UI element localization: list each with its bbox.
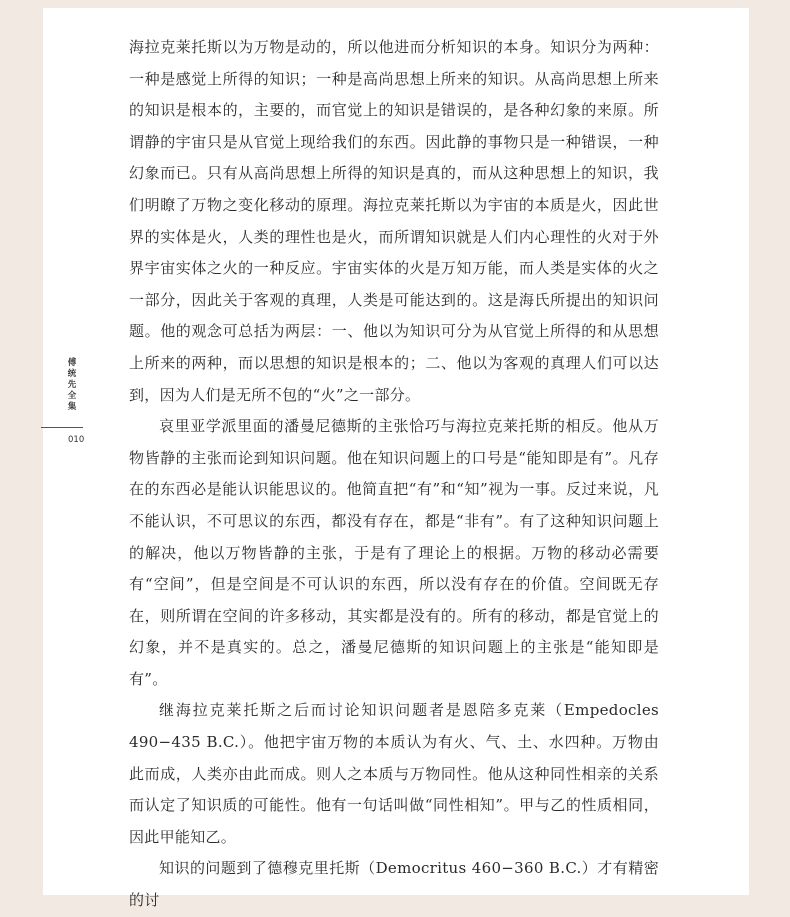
page-margin-header (43, 358, 85, 445)
page-number: 010 (68, 435, 85, 445)
margin-divider (41, 427, 83, 428)
book-title: 傅统先全集 (67, 358, 77, 412)
book-page (43, 8, 749, 910)
paragraph-1: 海拉克莱托斯以为万物是动的，所以他进而分析知识的本身。知识分为两种：一种是感觉上所得的知识；一种是高尚思想上所来的知识。从高尚思想上所来的知识是根本的，主要的，而官觉上的知识是错误的，是各种幻象的来原。所谓静的宇宙只是从官觉上现给我们的东西。因此静的事物只是一种错误，一种幻象而已。只有从高尚思想上所得的知识是真的，而从这种思想上的知识，我们明瞭了万物之变化移动的原理。海拉克莱托斯以为宇宙的本质是火，因此世界的实体是火，人类的理性也是火，而所谓知识就是人们内心理性的火对于外界宇宙实体之火的一种反应。宇宙实体的火是万知万能，而人类是实体的火之一部分，因此关于客观的真理，人类是可能达到的。这是海氏所提出的知识问题。他的观念可总括为两层：一、他以为知识可分为从官觉上所得的和从思想上所来的两种，而以思想的知识是根本的；二、他以为客观的真理人们可以达到，因为人们是无所不包的“火”之一部分。 (129, 38, 659, 404)
body-text (129, 32, 659, 917)
paragraph-3: 继海拉克莱托斯之后而讨论知识问题者是恩陪多克莱（Empedocles 490−435 B.C.）。他把宇宙万物的本质认为有火、气、土、水四种。万物由此而成，人类亦由此而成。则人之本质与万物同性。他从这种同性相亲的关系而认定了知识质的可能性。他有一句话叫做“同性相知”。甲与乙的性质相同，因此甲能知乙。 (129, 701, 659, 846)
paragraph-4: 知识的问题到了德穆克里托斯（Democritus 460−360 B.C.）才有精密的讨 (129, 859, 659, 910)
paragraph-2: 哀里亚学派里面的潘曼尼德斯的主张恰巧与海拉克莱托斯的相反。他从万物皆静的主张而论到知识问题。他在知识问题上的口号是“能知即是有”。凡存在的东西必是能认识能思议的。他简直把“有”和“知”视为一事。反过来说，凡不能认识，不可思议的东西，都没有存在，都是“非有”。有了这种知识问题上的解决，他以万物皆静的主张，于是有了理论上的根据。万物的移动必需要有“空间”，但是空间是不可认识的东西，所以没有存在的价值。空间既无存在，则所谓在空间的许多移动，其实都是没有的。所有的移动，都是官觉上的幻象，并不是真实的。总之，潘曼尼德斯的知识问题上的主张是“能知即是有”。 (129, 417, 659, 688)
